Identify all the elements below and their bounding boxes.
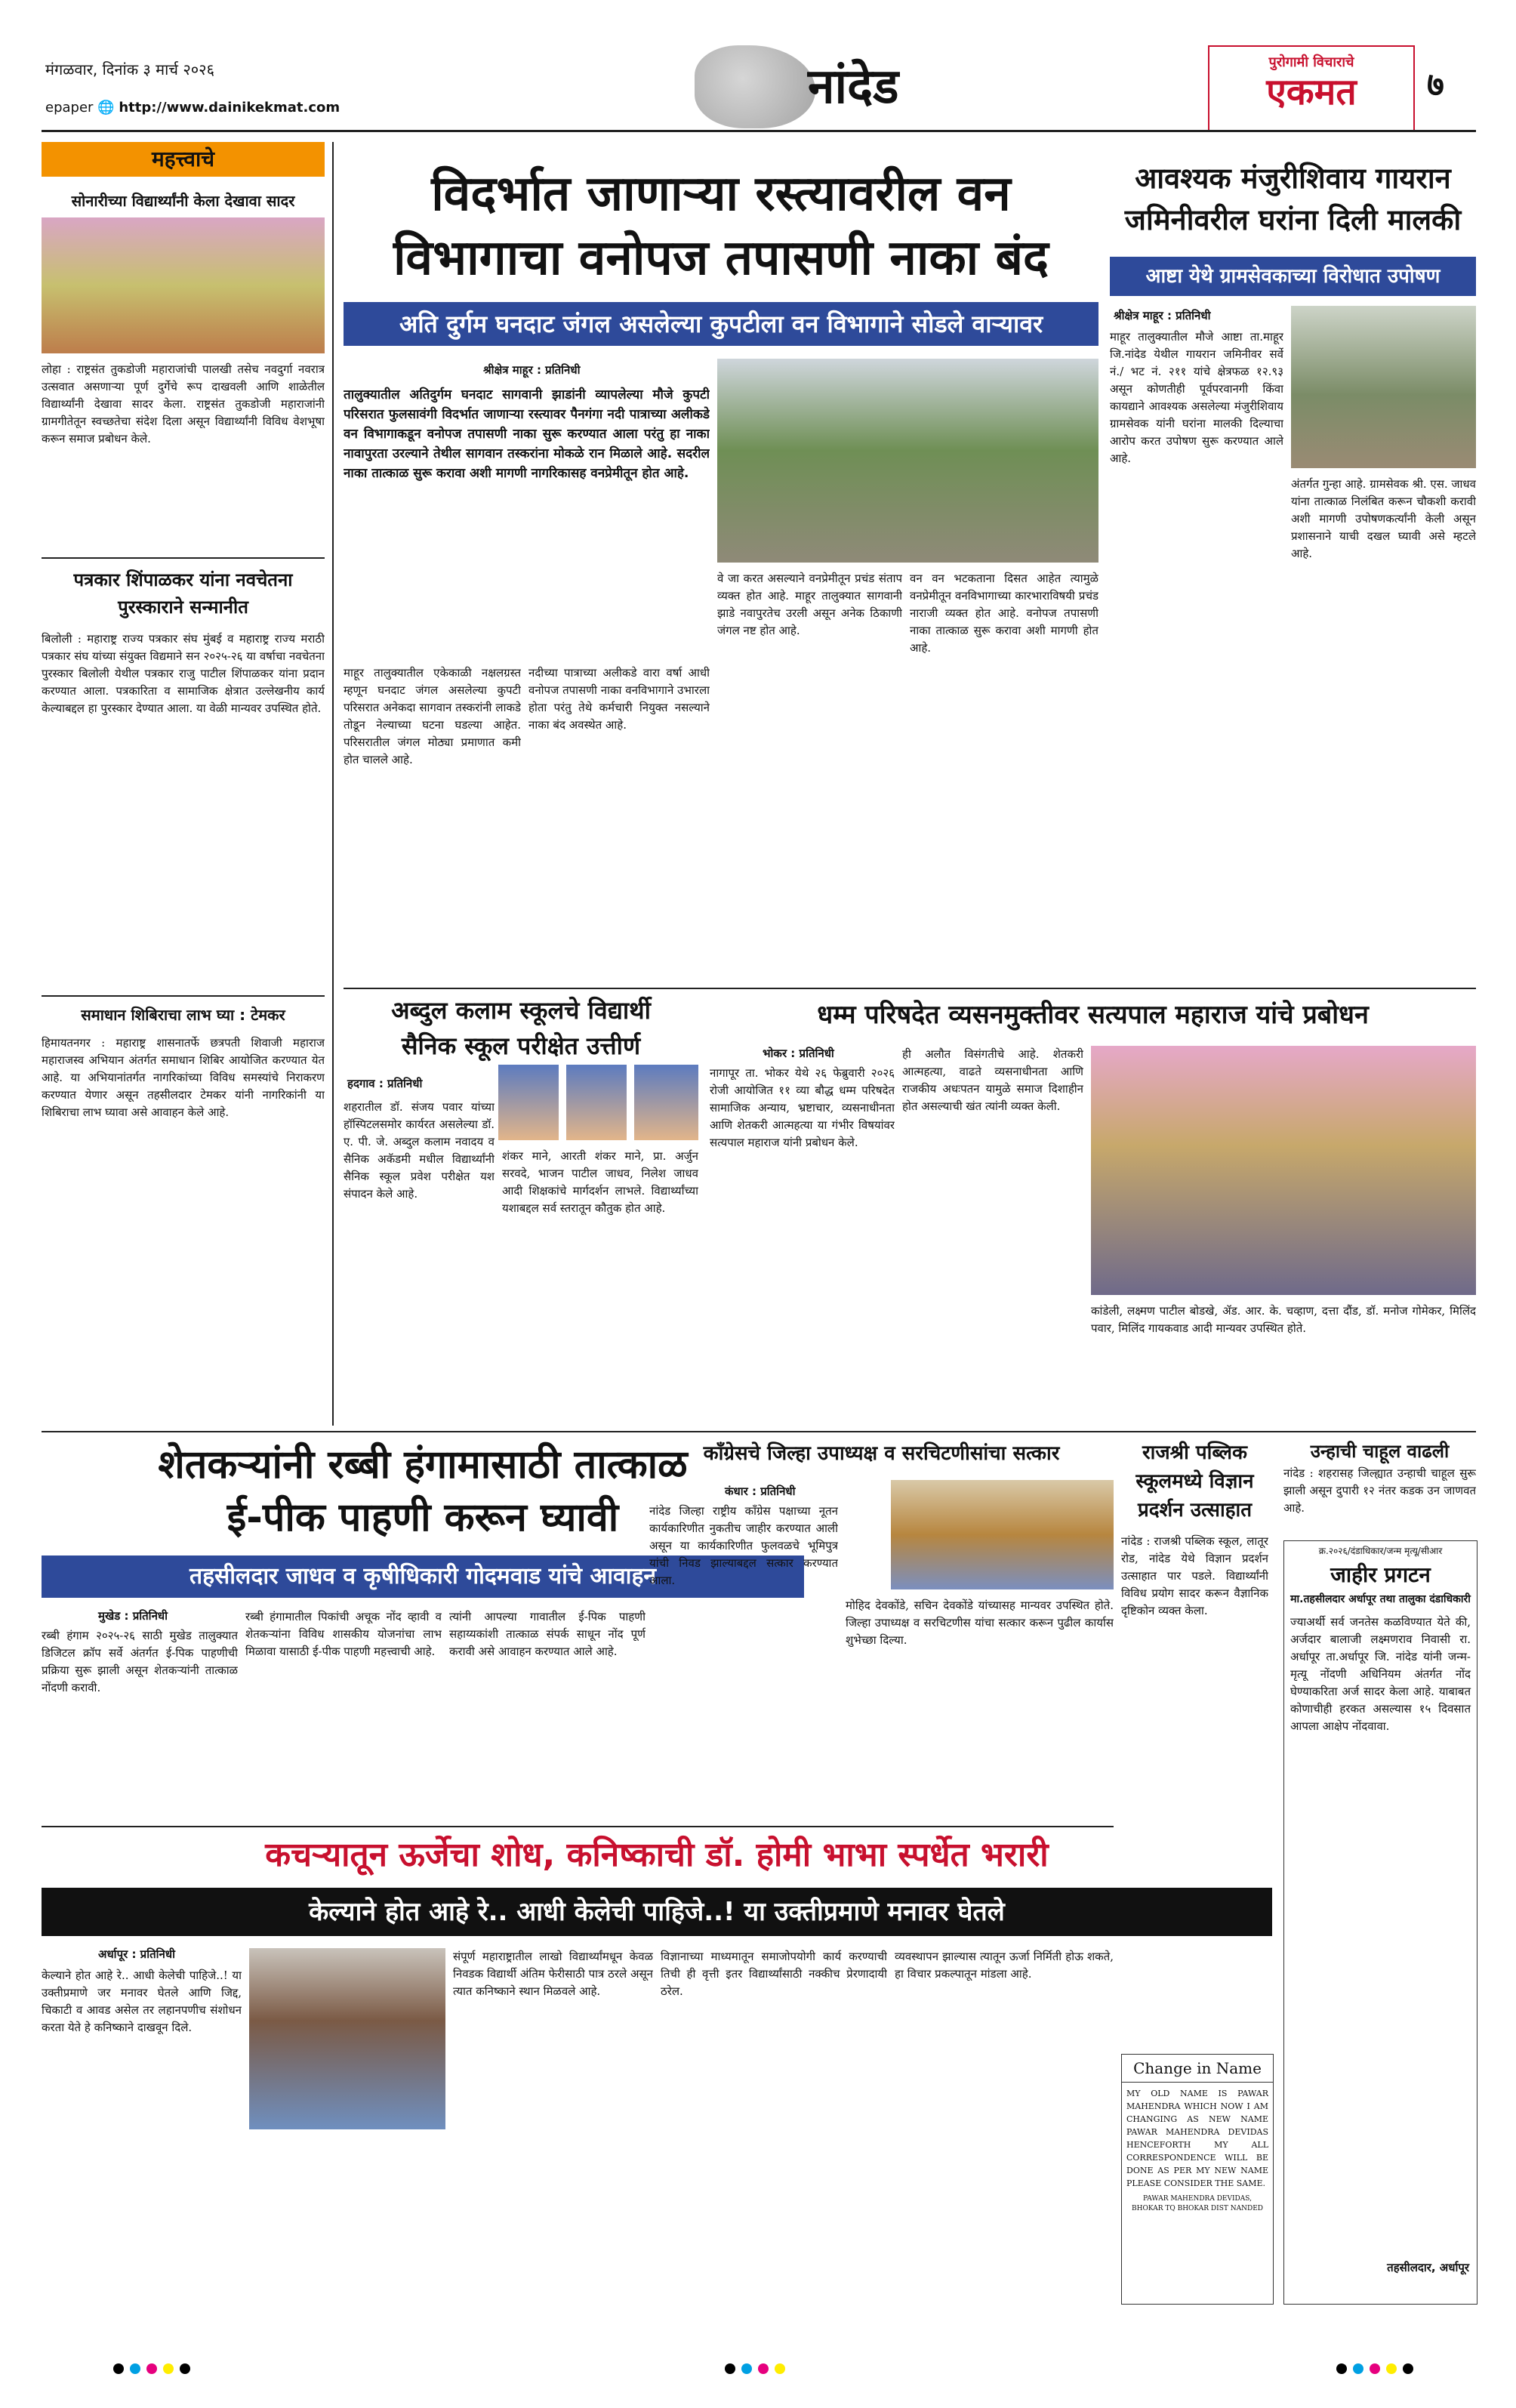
lead-intro: तालुक्यातील अतिदुर्गम घनदाट सागवानी झाडांनी व्यापलेल्या मौजे कुपटी परिसरात फुलसावंगी विदर्भात जाणाऱ्या रस्त्यावर पैनगंगा नदी पात्राच्या अलीकडे वन विभागाकडून वनोपज तपासणी नाका सुरू करण्यात आला परंतु हा नाका नावापुरता उरल्याने तेथील सागवान तस्करांना मोकळे रान मिळाले आहे. सदरील नाका तात्काळ सुरू करावा अशी मागणी नागरिकासह वनप्रेमीतून होत आहे.	[344, 387, 710, 481]
lead-headline-line1: विदर्भात जाणाऱ्या रस्त्यावरील वन	[431, 166, 1011, 222]
sidebar-story1-body: लोहा : राष्ट्रसंत तुकडोजी महाराजांची पालखी तसेच नवदुर्गा नवरात्र उत्सवात असणाऱ्या पूर्ण दुर्गेचे रूप दाखवली आणि शाळेतील विद्यार्थ्यांनी देखावा सादर केला. राष्ट्रसंत तुकडोजी महाराजांनी ग्रामगीतेतून स्वच्छतेचा संदेश दिला असून विद्यार्थ्यांनी विविध वेशभूषा करून समाज प्रबोधन केले.	[42, 362, 325, 446]
registration-marks-right	[1336, 2363, 1413, 2374]
notice-body: ज्याअर्थी सर्व जनतेस कळविण्यात येते की, अर्जदार बालाजी लक्ष्मणराव निवासी रा. अर्धापूर ता.अर्धापूर जि. नांदेड यांनी जन्म-मृत्यू नोंदणी अधिनियम अंतर्गत नोंद घेण्याकरिता अर्ज सादर केला आहे. याबाबत कोणाचीही हरकत असल्यास १५ दिवसात आपला आक्षेप नोंदवावा.	[1290, 1615, 1471, 1733]
dhamma-headline: धम्म परिषदेत व्यसनमुक्तीवर सत्यपाल महाराज यांचे प्रबोधन	[817, 1000, 1369, 1030]
abdul-col1: शहरातील डॉ. संजय पवार यांच्या हॉस्पिटलसमोर कार्यरत असलेल्या डॉ. ए. पी. जे. अब्दुल कलाम नवादय व सैनिक अकॅडमी मधील विद्यार्थ्यांनी सैनिक स्कूल प्रवेश परीक्षेत यश संपादन केले आहे.	[344, 1100, 495, 1201]
page-number: ७	[1427, 66, 1444, 104]
students-photo	[42, 217, 325, 353]
header-epaper	[45, 100, 340, 116]
reg-dot	[775, 2363, 785, 2374]
notice-sub: मा.तहसीलदार अर्धापूर तथा तालुका दंडाधिकारी	[1290, 1593, 1471, 1605]
sidebar-vrule	[332, 142, 334, 1426]
shetkari-col1: रब्बी हंगाम २०२५-२६ साठी मुखेड तालुक्यात डिजिटल क्रॉप सर्वे अंतर्गत ई-पिक पाहणीची प्रक्रिया सुरू झाली असून शेतकऱ्यांनी तात्काळ नोंदणी करावी.	[42, 1629, 238, 1694]
brand-tagline: पुरोगामी विचाराचे	[1268, 54, 1354, 70]
lead-headline-line2: विभागाचा वनोपज तपासणी नाका बंद	[393, 230, 1049, 286]
brand-name: एकमत	[1266, 71, 1357, 113]
header-rule	[42, 130, 1476, 132]
sidebar-story1-headline: सोनारीच्या विद्यार्थ्यांनी केला देखावा सादर	[71, 192, 295, 210]
bottom-strip: केल्याने होत आहे रे.. आधी केलेची पाहिजे..! या उक्तीप्रमाणे मनावर घेतले	[42, 1888, 1272, 1936]
lead-subhead: अति दुर्गम घनदाट जंगल असलेल्या कुपटीला वन विभागाने सोडले वाऱ्यावर	[344, 302, 1098, 346]
student-photo-3	[634, 1065, 698, 1140]
rajshri-headline-line1: राजश्री पब्लिक	[1142, 1441, 1247, 1464]
notice-box	[1283, 1540, 1477, 2305]
lead-col1: माहूर तालुक्यातील एकेकाळी नक्षलग्रस्त म्हणून घनदाट जंगल असलेल्या कुपटी परिसरात अनेकदा सागवान तस्करांनी लाकडे तोडून नेल्याच्या घटना घडल्या आहेत. परिसरातील जंगल मोठ्या प्रमाणात कमी होत चालले आहे.	[344, 666, 521, 766]
reg-dot	[741, 2363, 752, 2374]
unhali-body: नांदेड : शहरासह जिल्ह्यात उन्हाची चाहूल सुरू झाली असून दुपारी १२ नंतर कडक उन जाणवत आहे.	[1283, 1466, 1476, 1515]
bottom-col1: केल्याने होत आहे रे.. आधी केलेची पाहिजे..! या उक्तीप्रमाणे जर मनावर घेतले आणि जिद्द, चिकाटी व आवड असेल तर लहानपणीच संशोधन करता येते हे कनिष्काने दाखवून दिले.	[42, 1969, 242, 2034]
rajshri-headline	[1121, 1438, 1268, 1525]
brand-logo	[1208, 45, 1415, 131]
reg-dot	[1403, 2363, 1413, 2374]
reg-dot	[130, 2363, 140, 2374]
reg-dot	[725, 2363, 735, 2374]
page-city-title: नांदेड	[808, 59, 899, 115]
notice-headline: जाहीर प्रगटन	[1330, 1562, 1431, 1587]
rajshri-headline-line3: प्रदर्शन उत्साहात	[1137, 1499, 1253, 1522]
reg-dot	[163, 2363, 174, 2374]
sidebar-section-title: महत्त्वाचे	[42, 142, 325, 177]
right-top-headline-line1: आवश्यक मंजुरीशिवाय गायरान	[1135, 162, 1451, 195]
rajshri-body: नांदेड : राजश्री पब्लिक स्कूल, लातूर रोड, नांदेड येथे विज्ञान प्रदर्शन उत्साहात पार पडले. विद्यार्थ्यांनी विविध प्रयोग सादर करून वैज्ञानिक दृष्टिकोन व्यक्त केला.	[1121, 1534, 1268, 1617]
mid-rule2	[42, 1431, 1476, 1432]
lead-col2: नदीच्या पात्राच्या अलीकडे वारा वर्षा आधी वनोपज तपासणी नाका वनविभागाने उभारला होता परंतु तेथे कर्मचारी नियुक्त नसल्याने नाका बंद अवस्थेत आहे.	[528, 666, 710, 732]
notice-ref: क्र.२०२६/दंडाधिकार/जन्म मृत्यू/सीआर	[1318, 1546, 1443, 1556]
reg-dot	[1336, 2363, 1347, 2374]
dhamma-byline: भोकर : प्रतिनिधी	[763, 1047, 834, 1060]
right-top-col1: माहूर तालुक्यातील मौजे आष्टा ता.माहूर जि.नांदेड येथील गायरान जमिनीवर सर्वे नं./ भट नं. २११ यांचे क्षेत्रफळ १२.९३ असून कोणतीही पूर्वपरवानगी किंवा कायद्याने आवश्यक असलेल्या मंजुरीशिवाय ग्रामसेवक यांनी घरांना मालकी दिल्याचा आरोप करत उपोषण सुरू करण्यात आले आहे.	[1110, 330, 1283, 465]
change-name-body: MY OLD NAME IS PAWAR MAHENDRA WHICH NOW I AM CHANGING AS NEW NAME PAWAR MAHENDRA DEVIDAS HENCEFORTH MY ALL CORRESPONDENCE WILL BE DONE AS PER MY NEW NAME PLEASE CONSIDER THE SAME.	[1126, 2089, 1268, 2188]
congress-byline: कंधार : प्रतिनिधी	[725, 1485, 796, 1498]
registration-marks-center	[725, 2363, 785, 2374]
congress-col2: मोहिद देवकोंडे, सचिन देवकोंडे यांच्यासह मान्यवर उपस्थित होते. जिल्हा उपाध्यक्ष व सरचिटणीस यांचा सत्कार करून पुढील कार्यास शुभेच्छा दिल्या.	[846, 1599, 1114, 1647]
lead-col3: वे जा करत असल्याने वनप्रेमीतून प्रचंड संताप व्यक्त होत आहे. माहूर तालुक्यात सागवानी झाडे नवापुरतेच उरली असून अनेक ठिकाणी जंगल नष्ट होत आहे.	[717, 572, 902, 637]
right-top-headline-line2: जमिनीवरील घरांना दिली मालकी	[1124, 203, 1462, 236]
right-top-col2: अंतर्गत गुन्हा आहे. ग्रामसेवक श्री. एस. जाधव यांना तात्काळ निलंबित करून चौकशी करावी अशी मागणी उपोषणकर्त्यांनी केली असून प्रशासनाने याची दखल घ्यावी असे म्हटले आहे.	[1291, 477, 1476, 560]
abdul-byline: हदगाव : प्रतिनिधी	[347, 1077, 423, 1090]
sidebar-story2-headline: पत्रकार शिंपाळकर यांना नवचेतना पुरस्काराने सन्मानीत	[73, 569, 293, 618]
sidebar-story3-headline: समाधान शिबिराचा लाभ घ्या : टेमकर	[81, 1006, 285, 1024]
mid-rule1	[344, 988, 1476, 989]
bottom-col4: व्यवस्थापन झाल्यास त्यातून ऊर्जा निर्मिती होऊ शकते, हा विचार प्रकल्पातून मांडला आहे.	[895, 1950, 1114, 1981]
unhali-headline: उन्हाची चाहूल वाढली	[1310, 1441, 1450, 1462]
bottom-col2: संपूर्ण महाराष्ट्रातील लाखो विद्यार्थ्यांमधून केवळ निवडक विद्यार्थी अंतिम फेरीसाठी पात्र ठरले असून त्यात कनिष्काने स्थान मिळवले आहे.	[453, 1950, 653, 1998]
protest-photo	[1291, 306, 1476, 468]
shetkari-col2: रब्बी हंगामातील पिकांची अचूक नोंद व्हावी व शेतकऱ्यांना विविध शासकीय योजनांचा लाभ मिळावा यासाठी ई-पीक पाहणी महत्त्वाची आहे.	[245, 1610, 442, 1658]
rajshri-headline-line2: स्कूलमध्ये विज्ञान	[1135, 1470, 1254, 1493]
congress-headline: कॉंग्रेसचे जिल्हा उपाध्यक्ष व सरचिटणीसांचा सत्कार	[703, 1442, 1060, 1465]
bottom-headline: कचऱ्यातून ऊर्जेचा शोध, कनिष्काची डॉ. होमी भाभा स्पर्धेत भरारी	[265, 1836, 1049, 1874]
shetkari-byline: मुखेड : प्रतिनिधी	[98, 1609, 168, 1623]
congress-col1: नांदेड जिल्हा राष्ट्रीय काँग्रेस पक्षाच्या नूतन कार्यकारिणीत नुकतीच जाहीर करण्यात आली असून या कार्यकारिणीत फुलवळचे भूमिपुत्र यांची निवड झाल्याबद्दल सत्कार करण्यात आला.	[649, 1504, 838, 1587]
reg-dot	[113, 2363, 124, 2374]
sidebar-rule1	[42, 557, 325, 559]
shetkari-subhead: तहसीलदार जाधव व कृषीधिकारी गोदमवाड यांचे आवाहन	[42, 1555, 804, 1598]
reg-dot	[1370, 2363, 1380, 2374]
dhamma-col3: कांडेली, लक्ष्मण पाटील बोडखे, ॲड. आर. के. चव्हाण, दत्ता दौंड, डॉ. मनोज गोमेकर, मिलिंद पवार, मिलिंद गायकवाड आदी मान्यवर उपस्थित होते.	[1091, 1304, 1476, 1335]
bottom-byline: अर्धापूर : प्रतिनिधी	[98, 1947, 175, 1961]
student-photo-2	[566, 1065, 627, 1140]
registration-marks-left	[113, 2363, 190, 2374]
notice-sign: तहसीलदार, अर्धापूर	[1387, 2261, 1469, 2274]
mid-rule3	[42, 1826, 1114, 1827]
sidebar-story3-body: हिमायतनगर : महाराष्ट्र शासनातर्फे छत्रपती शिवाजी महाराज महाराजस्व अभियान अंतर्गत समाधान शिबिर आयोजित करण्यात येत आहे. या अभियानांतर्गत नागरिकांच्या विविध समस्यांचे निराकरण करण्यात येणार असून तहसीलदार टेमकर यांनी नागरिकांनी या शिबिराचा लाभ घ्यावा असे आवाहन केले आहे.	[42, 1036, 325, 1119]
sidebar-story2-body: बिलोली : महाराष्ट्र राज्य पत्रकार संघ मुंबई व महाराष्ट्र राज्य मराठी पत्रकार संघ यांच्या संयुक्त विद्यमाने सन २०२५-२६ या वर्षाचा नवचेतना पुरस्कार बिलोली येथील पत्रकार राजु पाटील शिंपाळकर यांना प्रदान करण्यात आला. पत्रकारिता व सामाजिक क्षेत्रात उल्लेखनीय कार्य केल्याबद्दल हा पुरस्कार देण्यात आला. या वेळी मान्यवर उपस्थित होते.	[42, 632, 325, 715]
shetkari-col3: त्यांनी आपल्या गावातील ई-पिक पाहणी सहाय्यकांशी तात्काळ संपर्क साधून नोंद पूर्ण करावी असे आवाहन करण्यात आले आहे.	[449, 1610, 646, 1658]
reg-dot	[758, 2363, 769, 2374]
dhamma-col1: नागापूर ता. भोकर येथे २६ फेब्रुवारी २०२६ रोजी आयोजित ११ व्या बौद्ध धम्म परिषदेत सामाजिक अन्याय, भ्रष्टाचार, व्यसनाधीनता आणि शेतकरी आत्महत्या या गंभीर विषयांवर सत्यपाल महाराज यांनी प्रबोधन केले.	[710, 1066, 895, 1149]
header-date: मंगळवार, दिनांक ३ मार्च २०२६	[45, 60, 214, 79]
abdul-col2: शंकर माने, आरती शंकर माने, प्रा. अर्जुन सरवदे, भाजन पाटील जाधव, निलेश जाधव आदी शिक्षकांचे मार्गदर्शन लाभले. विद्यार्थ्यांच्या यशाबद्दल सर्व स्तरातून कौतुक होत आहे.	[502, 1149, 698, 1215]
sidebar-rule2	[42, 995, 325, 997]
globe-icon: 🌐	[97, 100, 115, 116]
shetkari-headline-line2: ई-पीक पाहणी करून घ्यावी	[226, 1495, 619, 1540]
change-name-box	[1121, 2054, 1274, 2305]
shetkari-headline-line1: शेतकऱ्यांनी रब्बी हंगामासाठी तात्काळ	[158, 1442, 688, 1488]
bottom-col3: विज्ञानाच्या माध्यमातून समाजोपयोगी कार्य करण्याची तिची ही वृत्ती इतर विद्यार्थ्यांसाठी नक्कीच प्रेरणादायी ठरेल.	[661, 1950, 887, 1998]
lead-byline: श्रीक्षेत्र माहूर : प्रतिनिधी	[483, 363, 581, 377]
lead-col4: वन वन भटकताना दिसत आहेत त्यामुळे वनप्रेमीतून वनविभागाच्या कारभाराविषयी प्रचंड नाराजी व्यक्त होत आहे. वनोपज तपासणी नाका तात्काळ सुरू करावा अशी मागणी होत आहे.	[910, 572, 1098, 655]
forest-road-photo	[717, 359, 1098, 563]
dhamma-col2: ही अलौत विसंगतीचे आहे. शेतकरी आत्महत्या, वाढते व्यसनाधीनता आणि राजकीय अधःपतन यामुळे समाज दिशाहीन होत असल्याची खंत त्यांनी व्यक्त केली.	[902, 1047, 1083, 1113]
dhamma-stage-photo	[1091, 1046, 1476, 1295]
right-top-byline: श्रीक्षेत्र माहूर : प्रतिनिधी	[1114, 309, 1211, 322]
reg-dot	[1353, 2363, 1363, 2374]
reg-dot	[146, 2363, 157, 2374]
site-url-link[interactable]: http://www.dainikekmat.com	[119, 100, 340, 116]
student-photo-1	[498, 1065, 559, 1140]
epaper-label: epaper	[45, 100, 94, 116]
reg-dot	[1386, 2363, 1397, 2374]
change-name-address: PAWAR MAHENDRA DEVIDAS, BHOKAR TQ BHOKAR DIST NANDED	[1132, 2195, 1263, 2212]
kanishka-photo	[249, 1948, 445, 2129]
right-top-subhead: आष्टा येथे ग्रामसेवकाच्या विरोधात उपोषण	[1110, 257, 1476, 296]
felicitation-photo	[891, 1480, 1114, 1589]
reg-dot	[180, 2363, 190, 2374]
change-name-title: Change in Name	[1122, 2055, 1273, 2083]
map-icon	[695, 45, 815, 128]
abdul-headline-line2: सैनिक स्कूल परीक्षेत उत्तीर्ण	[401, 1031, 641, 1060]
abdul-headline-line1: अब्दुल कलाम स्कूलचे विद्यार्थी	[391, 996, 651, 1025]
